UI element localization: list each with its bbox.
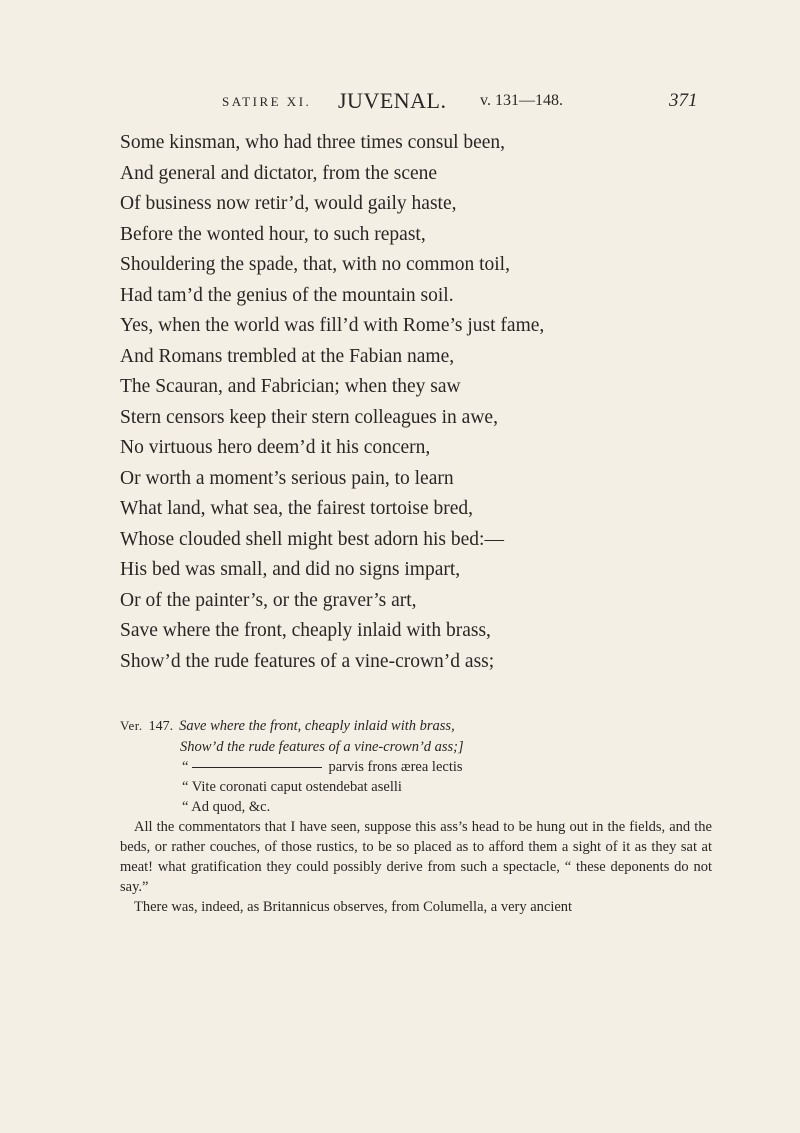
latin-quote-line: “ Vite coronati caput ostendebat aselli <box>182 779 402 795</box>
poem-line: Before the wonted hour, to such repast, <box>120 223 426 245</box>
running-head-satire: SATIRE XI. <box>222 94 312 109</box>
note-reference-line <box>120 716 712 737</box>
poem-line: Or worth a moment’s serious pain, to learn <box>120 467 454 489</box>
page-number: 371 <box>669 90 698 111</box>
poem-line: Some kinsman, who had three times consul been, <box>120 132 506 153</box>
poem-line: His bed was small, and did no signs impart, <box>120 559 461 580</box>
running-head-author: JUVENAL. <box>338 88 447 113</box>
note-paragraph: There was, indeed, as Britannicus observes, from Columella, a very ancient <box>134 899 573 915</box>
running-header <box>0 88 800 118</box>
note-verse-number: 147. <box>148 719 174 734</box>
poem-line: Of business now retir’d, would gaily haste, <box>120 193 457 214</box>
poem-line: Stern censors keep their stern colleagues in awe, <box>120 406 498 428</box>
note-ver-label: Ver. <box>120 718 143 733</box>
poem-line: And general and dictator, from the scene <box>120 162 438 184</box>
elision-rule <box>192 767 322 768</box>
poem-line: Show’d the rude features of a vine-crown’d ass; <box>120 650 495 672</box>
latin-open-quote: “ <box>182 759 189 775</box>
latin-quote-text: parvis frons ærea lectis <box>328 759 463 775</box>
poem-line: The Scauran, and Fabrician; when they saw <box>120 376 461 397</box>
poem-line: Or of the painter’s, or the graver’s art, <box>120 589 417 611</box>
poem-line: What land, what sea, the fairest tortoise bred, <box>120 498 474 519</box>
poem-line: And Romans trembled at the Fabian name, <box>120 345 455 367</box>
poem-line: Yes, when the world was fill’d with Rome’s just fame, <box>120 315 545 336</box>
note-paragraph: All the commentators that I have seen, suppose this ass’s head to be hung out in the fields, and the beds, or rather couches, of those rustics, to be so placed as to afford them a sight of it as they sat at meat! what gratification they could possibly derive from such a spectacle, “ these deponents do not say.” <box>120 819 712 895</box>
poem-line: Save where the front, cheaply inlaid with brass, <box>120 620 491 641</box>
poem-line: Whose clouded shell might best adorn his bed:— <box>120 528 504 550</box>
latin-quote-line <box>120 757 712 777</box>
poem-text <box>120 128 700 677</box>
poem-line: Shouldering the spade, that, with no common toil, <box>120 254 510 275</box>
poem-line: Had tam’d the genius of the mountain soil. <box>120 284 454 306</box>
poem-line: No virtuous hero deem’d it his concern, <box>120 437 431 458</box>
note-lemma-continued: Show’d the rude features of a vine-crown’d ass;] <box>180 739 464 755</box>
latin-quote-line: “ Ad quod, &c. <box>182 799 271 815</box>
footnote <box>120 716 712 917</box>
note-lemma: Save where the front, cheaply inlaid with brass, <box>179 718 455 734</box>
running-head-verse-range: v. 131—148. <box>480 92 563 109</box>
